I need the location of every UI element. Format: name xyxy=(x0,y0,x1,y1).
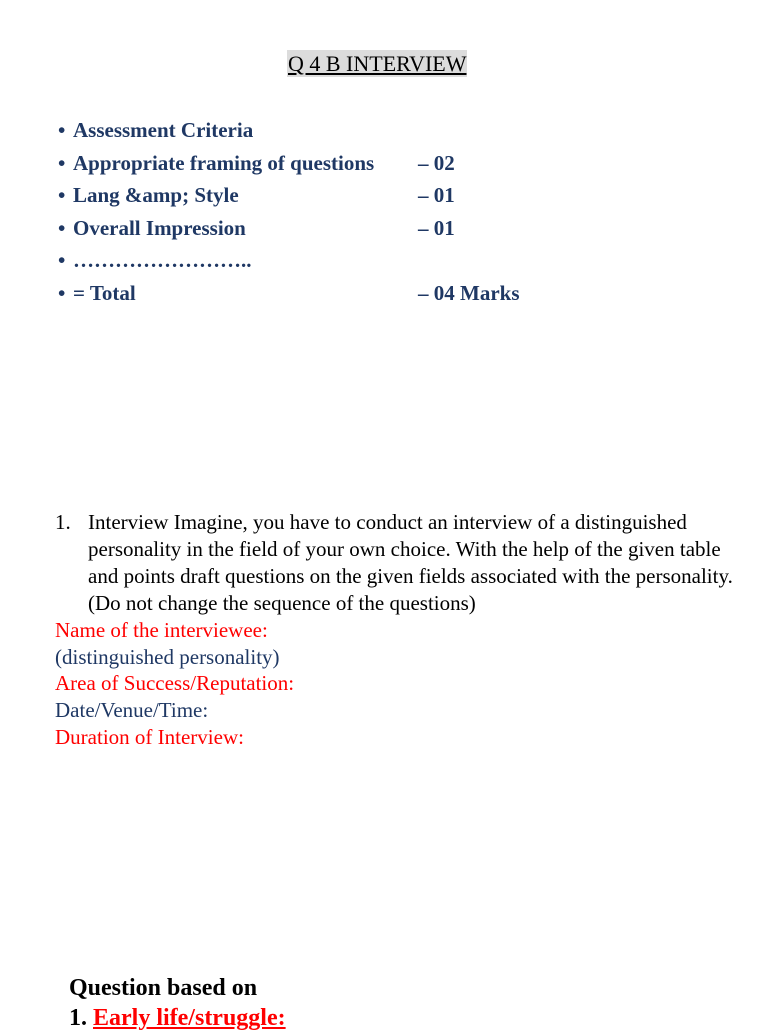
bullet-icon: • xyxy=(58,118,66,142)
criteria-mark: – 04 Marks xyxy=(418,280,520,305)
subsection-heading xyxy=(69,1003,286,1033)
bullet-icon: • xyxy=(58,248,66,272)
question-heading: Question based on xyxy=(69,975,258,1001)
criteria-label: Assessment Criteria xyxy=(73,118,254,142)
criteria-label: Appropriate framing of questions xyxy=(73,150,375,175)
bullet-icon: • xyxy=(58,215,66,240)
instruction-number: 1. xyxy=(55,510,71,534)
criteria-label: Overall Impression xyxy=(73,215,246,240)
criteria-label: = Total xyxy=(73,280,136,305)
field-duration-label: Duration of Interview: xyxy=(55,724,244,749)
bullet-icon: • xyxy=(58,150,66,175)
interview-instruction xyxy=(55,509,745,617)
instruction-text: Interview Imagine, you have to conduct an interview of a distinguished personality in the field of your own choice. With the help of the given table and points draft questions on the given fields associated with the personality. (Do not change the sequence of the questions) xyxy=(88,510,733,615)
criteria-label: Lang &amp; Style xyxy=(73,183,239,207)
criteria-mark: – 01 xyxy=(418,215,455,240)
field-area-label: Area of Success/Reputation: xyxy=(55,671,295,696)
criteria-mark: – 02 xyxy=(418,150,455,175)
criteria-mark: – 01 xyxy=(418,183,455,207)
field-date-label: Date/Venue/Time: xyxy=(55,698,209,723)
bullet-icon: • xyxy=(58,183,66,207)
page-title: Q 4 B INTERVIEW xyxy=(288,51,467,76)
bullet-icon: • xyxy=(58,280,66,305)
criteria-label: …………………….. xyxy=(73,248,252,272)
subsection-title: Early life/struggle: xyxy=(93,1005,286,1031)
field-name-note: (distinguished personality) xyxy=(55,644,280,669)
field-name-label: Name of the interviewee: xyxy=(55,618,268,642)
interview-fields xyxy=(55,617,294,751)
subsection-number: 1. xyxy=(69,1005,87,1031)
